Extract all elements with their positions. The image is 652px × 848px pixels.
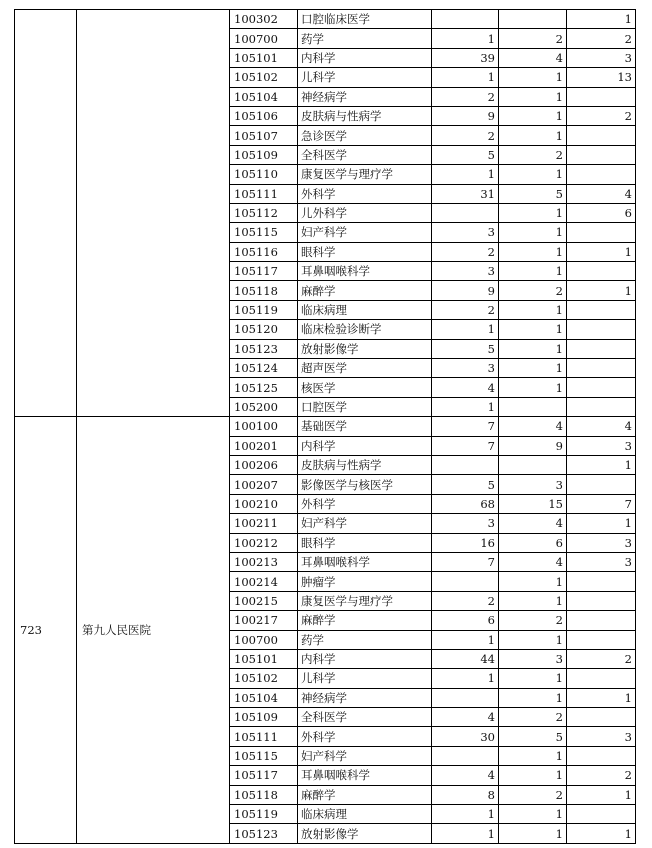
quota-cell-2: 1 (499, 165, 567, 184)
quota-cell-2: 3 (499, 649, 567, 668)
specialty-name-cell: 眼科学 (298, 242, 432, 261)
quota-cell-1: 1 (432, 805, 499, 824)
specialty-name-cell: 临床病理 (298, 300, 432, 319)
quota-cell-2: 2 (499, 708, 567, 727)
quota-cell-1: 3 (432, 223, 499, 242)
specialty-name-cell: 口腔临床医学 (298, 10, 432, 29)
quota-cell-1: 16 (432, 533, 499, 552)
specialty-name-cell: 神经病学 (298, 87, 432, 106)
specialty-code-cell: 105109 (230, 708, 298, 727)
quota-cell-2: 1 (499, 339, 567, 358)
specialty-name-cell: 耳鼻咽喉科学 (298, 766, 432, 785)
specialty-code-cell: 105120 (230, 320, 298, 339)
specialty-name-cell: 妇产科学 (298, 223, 432, 242)
specialty-name-cell: 康复医学与理疗学 (298, 165, 432, 184)
quota-cell-3 (567, 359, 636, 378)
quota-cell-2: 5 (499, 184, 567, 203)
specialty-name-cell: 神经病学 (298, 688, 432, 707)
quota-cell-3: 3 (567, 533, 636, 552)
quota-cell-1: 6 (432, 611, 499, 630)
quota-cell-1: 2 (432, 242, 499, 261)
table-row (15, 10, 636, 29)
specialty-name-cell: 内科学 (298, 436, 432, 455)
quota-cell-2: 1 (499, 242, 567, 261)
quota-cell-3: 6 (567, 203, 636, 222)
quota-cell-2: 1 (499, 805, 567, 824)
specialty-code-cell: 100206 (230, 455, 298, 474)
specialty-code-cell: 100100 (230, 417, 298, 436)
quota-cell-2: 15 (499, 494, 567, 513)
specialty-name-cell: 药学 (298, 29, 432, 48)
quota-cell-1: 7 (432, 552, 499, 571)
quota-cell-2: 1 (499, 87, 567, 106)
specialty-code-cell: 105117 (230, 766, 298, 785)
quota-cell-3: 4 (567, 417, 636, 436)
quota-cell-2: 1 (499, 591, 567, 610)
specialty-name-cell: 肿瘤学 (298, 572, 432, 591)
quota-cell-3: 1 (567, 281, 636, 300)
quota-cell-3 (567, 475, 636, 494)
quota-cell-1: 1 (432, 824, 499, 843)
specialty-name-cell: 放射影像学 (298, 824, 432, 843)
specialty-name-cell: 影像医学与核医学 (298, 475, 432, 494)
specialty-code-cell: 105118 (230, 281, 298, 300)
quota-cell-3 (567, 397, 636, 416)
quota-cell-2: 4 (499, 514, 567, 533)
quota-cell-3 (567, 126, 636, 145)
quota-cell-3: 3 (567, 48, 636, 67)
specialty-code-cell: 100700 (230, 630, 298, 649)
quota-cell-1: 9 (432, 106, 499, 125)
specialty-name-cell: 药学 (298, 630, 432, 649)
quota-cell-1: 5 (432, 475, 499, 494)
quota-cell-1: 3 (432, 359, 499, 378)
quota-cell-3: 2 (567, 649, 636, 668)
quota-cell-1: 8 (432, 785, 499, 804)
quota-cell-2: 1 (499, 359, 567, 378)
quota-cell-2: 4 (499, 417, 567, 436)
quota-cell-2 (499, 10, 567, 29)
quota-cell-1: 2 (432, 300, 499, 319)
quota-cell-2: 1 (499, 320, 567, 339)
quota-cell-3: 3 (567, 436, 636, 455)
table-row (15, 417, 636, 436)
quota-cell-3 (567, 669, 636, 688)
quota-cell-2: 1 (499, 572, 567, 591)
specialty-code-cell: 105115 (230, 223, 298, 242)
quota-cell-2: 1 (499, 824, 567, 843)
quota-cell-2: 2 (499, 281, 567, 300)
quota-cell-2: 1 (499, 106, 567, 125)
specialty-code-cell: 105119 (230, 805, 298, 824)
quota-cell-2: 5 (499, 727, 567, 746)
quota-cell-1: 4 (432, 708, 499, 727)
specialty-code-cell: 105106 (230, 106, 298, 125)
quota-cell-1: 44 (432, 649, 499, 668)
specialty-code-cell: 105107 (230, 126, 298, 145)
quota-cell-3: 1 (567, 10, 636, 29)
specialty-name-cell: 康复医学与理疗学 (298, 591, 432, 610)
quota-cell-3 (567, 805, 636, 824)
quota-cell-3 (567, 572, 636, 591)
quota-cell-2: 1 (499, 766, 567, 785)
quota-cell-3: 1 (567, 514, 636, 533)
quota-cell-2: 1 (499, 223, 567, 242)
specialty-code-cell: 105123 (230, 824, 298, 843)
quota-cell-3 (567, 145, 636, 164)
specialty-code-cell: 105200 (230, 397, 298, 416)
specialty-code-cell: 105102 (230, 68, 298, 87)
specialty-code-cell: 100215 (230, 591, 298, 610)
quota-cell-2: 1 (499, 262, 567, 281)
quota-cell-1: 1 (432, 320, 499, 339)
quota-cell-1: 31 (432, 184, 499, 203)
specialty-code-cell: 105104 (230, 87, 298, 106)
quota-cell-1 (432, 572, 499, 591)
specialty-code-cell: 105111 (230, 727, 298, 746)
specialty-code-cell: 105109 (230, 145, 298, 164)
quota-cell-2: 6 (499, 533, 567, 552)
specialty-name-cell: 急诊医学 (298, 126, 432, 145)
specialty-name-cell: 外科学 (298, 494, 432, 513)
quota-cell-3 (567, 378, 636, 397)
quota-cell-3 (567, 300, 636, 319)
specialty-code-cell: 100207 (230, 475, 298, 494)
specialty-code-cell: 105102 (230, 669, 298, 688)
specialty-name-cell: 临床病理 (298, 805, 432, 824)
specialty-name-cell: 全科医学 (298, 145, 432, 164)
quota-cell-1: 3 (432, 514, 499, 533)
specialty-name-cell: 眼科学 (298, 533, 432, 552)
quota-cell-1: 7 (432, 417, 499, 436)
quota-cell-1: 1 (432, 397, 499, 416)
quota-cell-1 (432, 10, 499, 29)
specialty-name-cell: 妇产科学 (298, 746, 432, 765)
quota-table (14, 9, 636, 844)
quota-cell-1: 5 (432, 339, 499, 358)
specialty-code-cell: 105123 (230, 339, 298, 358)
quota-cell-3 (567, 746, 636, 765)
specialty-code-cell: 105101 (230, 649, 298, 668)
quota-cell-1: 1 (432, 68, 499, 87)
specialty-code-cell: 105111 (230, 184, 298, 203)
quota-cell-3 (567, 611, 636, 630)
specialty-code-cell: 100212 (230, 533, 298, 552)
quota-cell-3: 1 (567, 824, 636, 843)
specialty-code-cell: 105104 (230, 688, 298, 707)
table-body (15, 10, 636, 844)
quota-cell-2: 1 (499, 378, 567, 397)
specialty-name-cell: 内科学 (298, 649, 432, 668)
quota-cell-3: 2 (567, 29, 636, 48)
specialty-code-cell: 105115 (230, 746, 298, 765)
quota-cell-3: 3 (567, 727, 636, 746)
specialty-name-cell: 皮肤病与性病学 (298, 455, 432, 474)
specialty-code-cell: 105112 (230, 203, 298, 222)
specialty-name-cell: 麻醉学 (298, 785, 432, 804)
specialty-code-cell: 105116 (230, 242, 298, 261)
specialty-name-cell: 麻醉学 (298, 611, 432, 630)
specialty-code-cell: 100217 (230, 611, 298, 630)
specialty-code-cell: 100302 (230, 10, 298, 29)
quota-cell-1: 9 (432, 281, 499, 300)
quota-cell-1 (432, 688, 499, 707)
quota-cell-3: 1 (567, 455, 636, 474)
quota-cell-2: 2 (499, 145, 567, 164)
specialty-name-cell: 皮肤病与性病学 (298, 106, 432, 125)
quota-cell-1: 4 (432, 378, 499, 397)
quota-cell-3 (567, 339, 636, 358)
quota-cell-2: 1 (499, 126, 567, 145)
specialty-name-cell: 耳鼻咽喉科学 (298, 262, 432, 281)
specialty-name-cell: 儿外科学 (298, 203, 432, 222)
specialty-code-cell: 100700 (230, 29, 298, 48)
specialty-code-cell: 100213 (230, 552, 298, 571)
specialty-code-cell: 100211 (230, 514, 298, 533)
quota-cell-3: 2 (567, 766, 636, 785)
quota-cell-1: 1 (432, 29, 499, 48)
quota-cell-2 (499, 397, 567, 416)
quota-cell-2: 2 (499, 29, 567, 48)
quota-cell-1 (432, 203, 499, 222)
quota-cell-3: 13 (567, 68, 636, 87)
quota-cell-1: 4 (432, 766, 499, 785)
quota-cell-2: 1 (499, 746, 567, 765)
specialty-code-cell: 100201 (230, 436, 298, 455)
hospital-name-cell-continued (77, 10, 230, 417)
quota-cell-3 (567, 708, 636, 727)
specialty-name-cell: 内科学 (298, 48, 432, 67)
quota-cell-3 (567, 591, 636, 610)
hospital-id-cell-continued (15, 10, 77, 417)
hospital-name-cell: 第九人民医院 (77, 417, 230, 844)
quota-cell-3: 1 (567, 242, 636, 261)
quota-cell-1: 1 (432, 630, 499, 649)
specialty-name-cell: 外科学 (298, 184, 432, 203)
specialty-code-cell: 100210 (230, 494, 298, 513)
quota-cell-3 (567, 320, 636, 339)
specialty-code-cell: 105119 (230, 300, 298, 319)
quota-cell-2: 1 (499, 669, 567, 688)
quota-cell-3: 3 (567, 552, 636, 571)
quota-cell-2: 3 (499, 475, 567, 494)
quota-cell-1: 7 (432, 436, 499, 455)
quota-cell-3: 2 (567, 106, 636, 125)
quota-cell-1: 2 (432, 591, 499, 610)
specialty-name-cell: 麻醉学 (298, 281, 432, 300)
specialty-name-cell: 全科医学 (298, 708, 432, 727)
quota-cell-2: 2 (499, 785, 567, 804)
quota-cell-1: 68 (432, 494, 499, 513)
quota-cell-1: 5 (432, 145, 499, 164)
specialty-name-cell: 儿科学 (298, 68, 432, 87)
specialty-name-cell: 儿科学 (298, 669, 432, 688)
specialty-name-cell: 超声医学 (298, 359, 432, 378)
quota-cell-1: 2 (432, 87, 499, 106)
quota-cell-2: 1 (499, 688, 567, 707)
quota-cell-2: 4 (499, 48, 567, 67)
specialty-name-cell: 口腔医学 (298, 397, 432, 416)
specialty-name-cell: 放射影像学 (298, 339, 432, 358)
hospital-id-cell: 723 (15, 417, 77, 844)
quota-cell-1: 1 (432, 669, 499, 688)
quota-cell-3 (567, 262, 636, 281)
quota-cell-2: 9 (499, 436, 567, 455)
specialty-code-cell: 105125 (230, 378, 298, 397)
specialty-code-cell: 100214 (230, 572, 298, 591)
quota-cell-2: 1 (499, 630, 567, 649)
quota-cell-3 (567, 223, 636, 242)
specialty-code-cell: 105117 (230, 262, 298, 281)
quota-cell-2: 4 (499, 552, 567, 571)
quota-cell-1: 2 (432, 126, 499, 145)
quota-cell-2: 1 (499, 300, 567, 319)
quota-cell-1: 39 (432, 48, 499, 67)
quota-cell-3 (567, 165, 636, 184)
quota-cell-1: 3 (432, 262, 499, 281)
specialty-name-cell: 临床检验诊断学 (298, 320, 432, 339)
quota-cell-1 (432, 455, 499, 474)
specialty-code-cell: 105110 (230, 165, 298, 184)
specialty-name-cell: 外科学 (298, 727, 432, 746)
quota-cell-1 (432, 746, 499, 765)
quota-cell-1: 30 (432, 727, 499, 746)
specialty-name-cell: 基础医学 (298, 417, 432, 436)
quota-cell-3: 1 (567, 688, 636, 707)
specialty-code-cell: 105101 (230, 48, 298, 67)
specialty-code-cell: 105118 (230, 785, 298, 804)
quota-cell-3: 4 (567, 184, 636, 203)
quota-cell-2 (499, 455, 567, 474)
specialty-name-cell: 核医学 (298, 378, 432, 397)
quota-cell-3: 7 (567, 494, 636, 513)
quota-cell-2: 1 (499, 68, 567, 87)
specialty-name-cell: 耳鼻咽喉科学 (298, 552, 432, 571)
quota-cell-1: 1 (432, 165, 499, 184)
quota-cell-3 (567, 630, 636, 649)
quota-cell-2: 2 (499, 611, 567, 630)
quota-cell-2: 1 (499, 203, 567, 222)
quota-cell-3 (567, 87, 636, 106)
specialty-name-cell: 妇产科学 (298, 514, 432, 533)
specialty-code-cell: 105124 (230, 359, 298, 378)
quota-cell-3: 1 (567, 785, 636, 804)
